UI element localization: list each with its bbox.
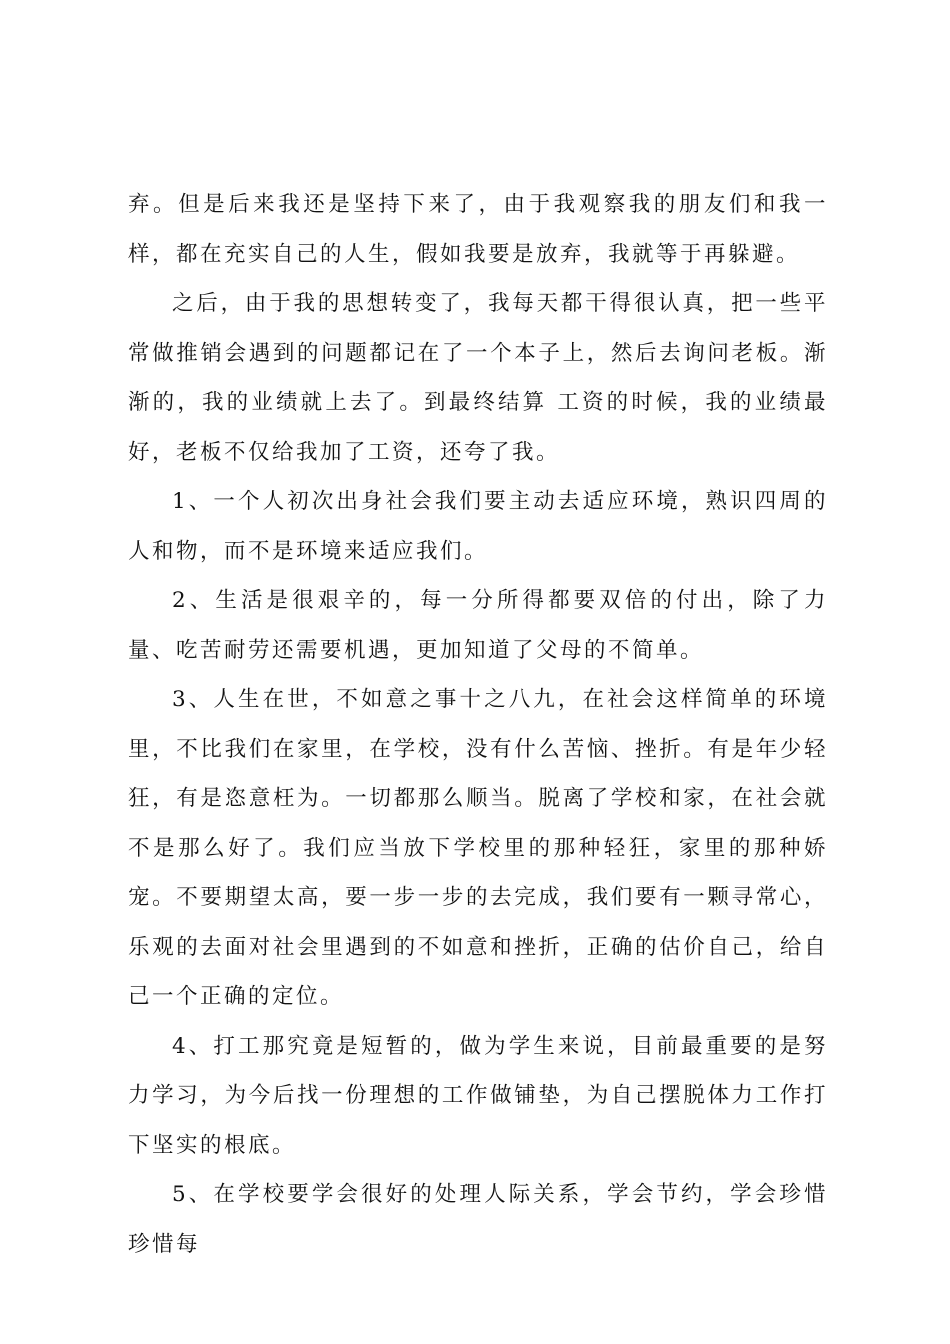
paragraph-point-2: 2、生活是很艰辛的，每一分所得都要双倍的付出，除了力量、吃苦耐劳还需要机遇，更加知道了父母的不简单。: [128, 588, 828, 663]
paragraph-point-4: 4、打工那究竟是短暂的，做为学生来说，目前最重要的是努力学习，为今后找一份理想的工作做铺垫，为自己摆脱体力工作打下坚实的根底。: [128, 1033, 828, 1158]
paragraph-attitude-change: 之后，由于我的思想转变了，我每天都干得很认真，把一些平常做推销会遇到的问题都记在了一个本子上，然后去询问老板。渐渐的，我的业绩就上去了。到最终结算 工资的时候，我的业绩最好，老板不仅给我加了工资，还夸了我。: [128, 291, 828, 465]
paragraph-point-3: 3、人生在世，不如意之事十之八九，在社会这样简单的环境里，不比我们在家里，在学校，没有什么苦恼、挫折。有是年少轻狂，有是恣意枉为。一切都那么顺当。脱离了学校和家，在社会就不是那么好了。我们应当放下学校里的那种轻狂，家里的那种娇宠。不要期望太高，要一步一步的去完成，我们要有一颗寻常心，乐观的去面对社会里遇到的不如意和挫折，正确的估价自己，给自己一个正确的定位。: [128, 687, 828, 1009]
paragraph-continuation: 弃。但是后来我还是坚持下来了，由于我观察我的朋友们和我一样，都在充实自己的人生，假如我要是放弃，我就等于再躲避。: [128, 192, 828, 267]
document-body: [128, 180, 828, 1269]
paragraph-point-1: 1、一个人初次出身社会我们要主动去适应环境，熟识四周的人和物，而不是环境来适应我们。: [128, 489, 828, 564]
paragraph-point-5: 5、在学校要学会很好的处理人际关系，学会节约，学会珍惜珍惜每: [128, 1182, 828, 1257]
